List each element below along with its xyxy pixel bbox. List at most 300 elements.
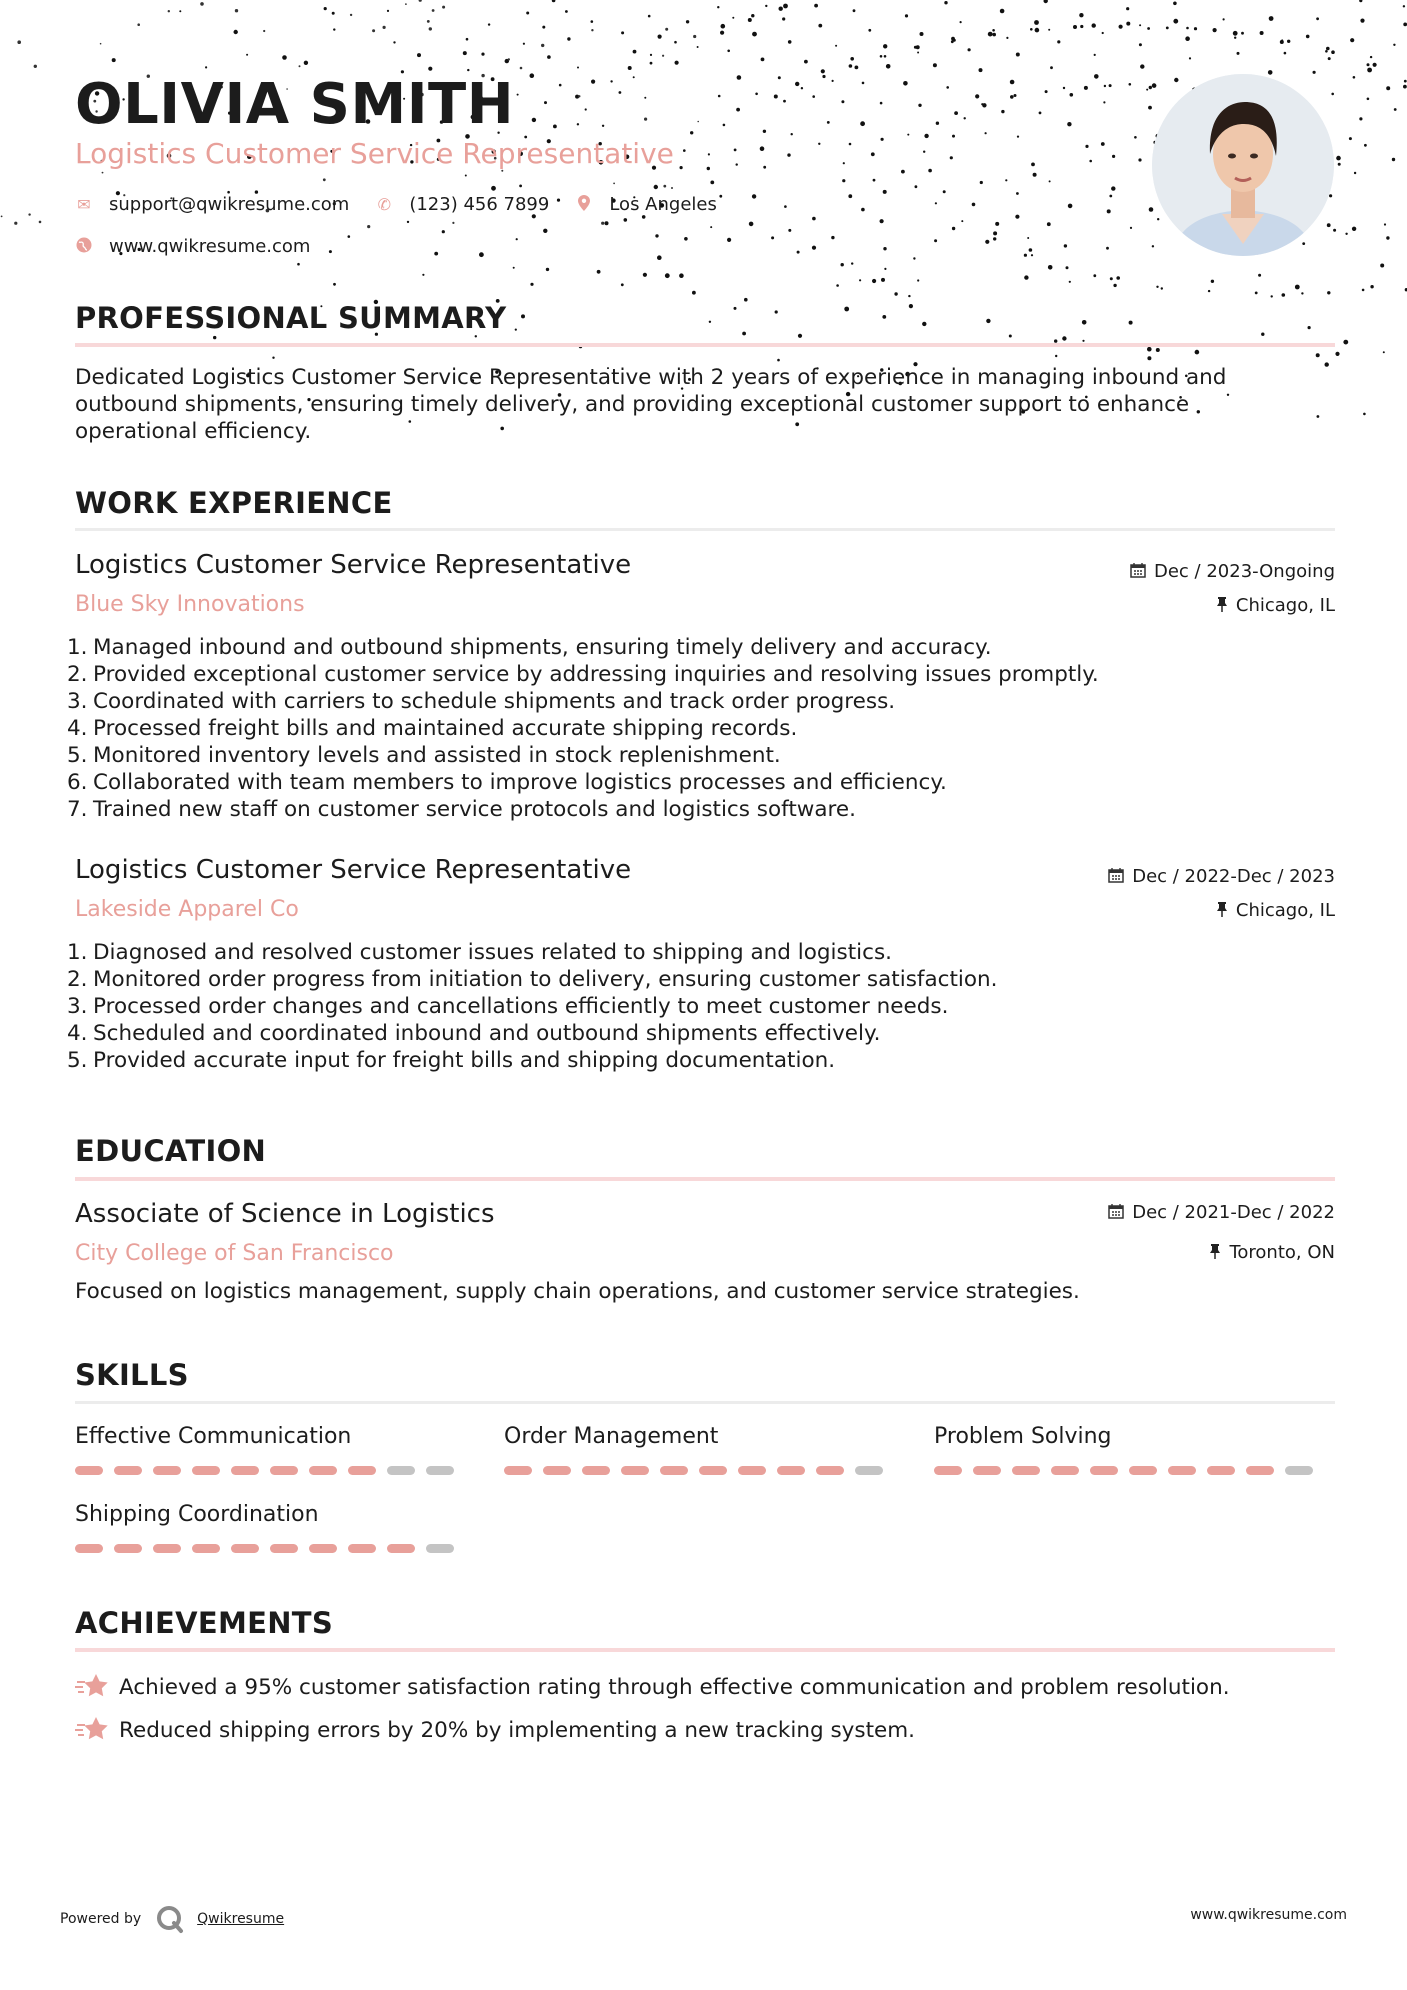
pattern-dot xyxy=(1211,280,1214,283)
pattern-dot xyxy=(39,221,42,224)
education-location xyxy=(1209,1242,1335,1263)
pattern-dot xyxy=(979,68,983,72)
pattern-dot xyxy=(718,95,721,98)
pattern-dot xyxy=(567,37,570,40)
pattern-dot xyxy=(880,102,883,105)
pattern-dot xyxy=(827,121,830,124)
skill-level-bar xyxy=(934,1466,1324,1475)
skill-dash-filled xyxy=(1129,1466,1157,1475)
pattern-dot xyxy=(1213,28,1217,32)
pattern-dot xyxy=(1255,292,1258,295)
pattern-dot xyxy=(1363,413,1366,416)
pattern-dot xyxy=(1014,94,1017,97)
pattern-dot xyxy=(1241,32,1244,35)
pattern-dot xyxy=(835,45,837,47)
pattern-dot xyxy=(674,41,677,44)
pattern-dot xyxy=(1394,108,1397,111)
education-heading: EDUCATION xyxy=(75,1134,267,1168)
pattern-dot xyxy=(1349,137,1352,140)
pattern-dot xyxy=(1093,274,1096,277)
pattern-dot xyxy=(648,15,651,18)
pattern-dot xyxy=(1109,195,1112,198)
pattern-dot xyxy=(924,134,928,138)
email-text: support@qwikresume.com xyxy=(109,194,350,215)
skill-dash-filled xyxy=(973,1466,1001,1475)
pattern-dot xyxy=(1130,227,1132,229)
pattern-dot xyxy=(1069,281,1071,283)
pattern-dot xyxy=(727,50,730,53)
pattern-dot xyxy=(1354,172,1356,174)
skill-level-bar xyxy=(75,1544,465,1553)
qwikresume-link[interactable]: Qwikresume xyxy=(197,1911,285,1927)
list-item: 4. Processed freight bills and maintained accurate shipping records. xyxy=(67,716,798,741)
skills-divider xyxy=(75,1401,1335,1404)
pattern-dot xyxy=(168,10,170,12)
pattern-dot xyxy=(914,46,917,49)
pattern-dot xyxy=(1031,254,1033,256)
pattern-dot xyxy=(542,26,545,29)
pattern-dot xyxy=(324,7,327,10)
pattern-dot xyxy=(1146,89,1148,91)
pattern-dot xyxy=(862,82,865,85)
pattern-dot xyxy=(1166,27,1169,30)
envelope-icon: ✉ xyxy=(77,195,91,214)
pattern-dot xyxy=(849,64,853,68)
pattern-dot xyxy=(821,69,825,73)
contact-website[interactable] xyxy=(75,236,310,257)
contact-email[interactable] xyxy=(75,194,349,215)
skill-dash-filled xyxy=(387,1544,415,1553)
job-1-dates xyxy=(1130,561,1335,582)
pattern-dot xyxy=(727,238,731,242)
pattern-dot xyxy=(1055,355,1057,357)
pattern-dot xyxy=(1016,53,1020,57)
pattern-dot xyxy=(519,185,522,188)
pattern-dot xyxy=(775,310,778,313)
location-text: Los Angeles xyxy=(609,194,717,215)
pattern-dot xyxy=(1345,233,1347,235)
contact-location xyxy=(575,194,717,215)
pattern-dot xyxy=(663,185,666,188)
pattern-dot xyxy=(812,95,815,98)
pattern-dot xyxy=(1317,415,1320,418)
pattern-dot xyxy=(961,220,963,222)
skill-dash-filled xyxy=(348,1544,376,1553)
pattern-dot xyxy=(1404,80,1407,83)
pattern-dot xyxy=(884,55,887,58)
pattern-dot xyxy=(517,94,519,96)
pattern-dot xyxy=(200,2,204,6)
pattern-dot xyxy=(985,240,989,244)
pattern-dot xyxy=(707,167,710,170)
pattern-dot xyxy=(950,156,953,159)
pattern-dot xyxy=(1360,19,1364,23)
pattern-dot xyxy=(1329,194,1332,197)
pattern-dot xyxy=(1116,276,1120,280)
pattern-dot xyxy=(859,279,861,281)
pattern-dot xyxy=(873,179,876,182)
skill-dash-filled xyxy=(231,1544,259,1553)
pattern-dot xyxy=(693,35,696,38)
pattern-dot xyxy=(213,336,216,339)
pattern-dot xyxy=(751,14,754,17)
pattern-dot xyxy=(778,76,781,79)
pattern-dot xyxy=(348,235,351,238)
pattern-dot xyxy=(552,0,556,2)
pattern-dot xyxy=(1084,86,1088,90)
pattern-dot xyxy=(1094,74,1099,79)
pattern-dot xyxy=(1085,145,1088,148)
skill-dash-empty xyxy=(1285,1466,1313,1475)
job-2-dates-text: Dec / 2022-Dec / 2023 xyxy=(1132,866,1335,887)
pattern-dot xyxy=(1373,63,1377,67)
pattern-dot xyxy=(1271,295,1273,297)
pattern-dot xyxy=(1403,85,1407,89)
pattern-dot xyxy=(922,322,926,326)
pattern-dot xyxy=(1149,86,1152,89)
job-1-location xyxy=(1216,595,1335,616)
pattern-dot xyxy=(1258,274,1261,277)
pattern-dot xyxy=(479,252,484,257)
pattern-dot xyxy=(1327,291,1330,294)
list-item: 2. Monitored order progress from initiation to delivery, ensuring customer satisfaction. xyxy=(67,967,998,992)
pattern-dot xyxy=(1403,5,1405,7)
pattern-dot xyxy=(282,55,287,60)
pattern-dot xyxy=(872,279,876,283)
pattern-dot xyxy=(585,108,587,110)
achievement-item xyxy=(75,1715,915,1745)
pattern-dot xyxy=(602,125,604,127)
pattern-dot xyxy=(1062,336,1066,340)
contact-row-2 xyxy=(75,236,336,257)
pattern-dot xyxy=(782,17,785,20)
pattern-dot xyxy=(671,187,673,189)
pattern-dot xyxy=(1104,85,1106,87)
pattern-dot xyxy=(797,251,800,254)
pattern-dot xyxy=(1208,290,1210,292)
pattern-dot xyxy=(1148,106,1152,110)
pattern-dot xyxy=(736,108,740,112)
pattern-dot xyxy=(1268,70,1273,75)
pattern-dot xyxy=(516,238,518,240)
pattern-dot xyxy=(881,278,885,282)
pattern-dot xyxy=(488,23,490,25)
pattern-dot xyxy=(621,283,624,286)
pattern-dot xyxy=(1326,47,1330,51)
pattern-dot xyxy=(272,357,274,359)
pattern-dot xyxy=(812,217,816,221)
achievement-text: Reduced shipping errors by 20% by implementing a new tracking system. xyxy=(119,1717,916,1743)
pattern-dot xyxy=(1281,39,1283,41)
calendar-icon xyxy=(1108,867,1124,887)
skill-name: Problem Solving xyxy=(934,1424,1112,1449)
skill-dash-filled xyxy=(504,1466,532,1475)
pattern-dot xyxy=(523,43,525,45)
pattern-dot xyxy=(463,51,467,55)
pattern-dot xyxy=(848,194,852,198)
pattern-dot xyxy=(553,125,557,129)
skill-dash-filled xyxy=(816,1466,844,1475)
profile-photo xyxy=(1152,74,1334,256)
pattern-dot xyxy=(1359,117,1362,120)
pattern-dot xyxy=(783,4,788,9)
pattern-dot xyxy=(710,226,712,228)
pattern-dot xyxy=(1343,340,1348,345)
pattern-dot xyxy=(783,100,786,103)
pattern-dot xyxy=(610,80,612,82)
pattern-dot xyxy=(601,222,604,225)
skill-dash-filled xyxy=(309,1466,337,1475)
pattern-dot xyxy=(407,221,409,223)
pattern-dot xyxy=(1034,20,1039,25)
job-2-location xyxy=(1216,900,1335,921)
pattern-dot xyxy=(986,319,990,323)
pattern-dot xyxy=(868,29,871,32)
pattern-dot xyxy=(972,203,976,207)
pattern-dot xyxy=(1335,352,1339,356)
pattern-dot xyxy=(903,81,908,86)
pattern-dot xyxy=(923,151,925,153)
pattern-dot xyxy=(578,95,580,97)
skill-item xyxy=(75,1502,455,1527)
pattern-dot xyxy=(1367,63,1370,66)
pattern-dot xyxy=(853,9,856,12)
pattern-dot xyxy=(992,29,995,32)
pattern-dot xyxy=(333,283,336,286)
skill-dash-filled xyxy=(1090,1466,1118,1475)
pattern-dot xyxy=(1156,348,1160,352)
pattern-dot xyxy=(734,149,737,152)
star-icon xyxy=(75,1672,109,1702)
pattern-dot xyxy=(323,178,326,181)
job-1-bullets xyxy=(67,634,1317,823)
pattern-dot xyxy=(577,123,579,125)
pattern-dot xyxy=(633,76,635,78)
pattern-dot xyxy=(654,185,658,189)
pattern-dot xyxy=(1189,57,1191,59)
pattern-dot xyxy=(1005,179,1007,181)
pattern-dot xyxy=(112,58,116,62)
contact-row xyxy=(75,194,743,215)
footer-website[interactable]: www.qwikresume.com xyxy=(1190,1907,1347,1923)
pattern-dot xyxy=(1301,292,1303,294)
pattern-dot xyxy=(1325,362,1329,366)
pattern-dot xyxy=(1106,247,1109,250)
pattern-dot xyxy=(1331,93,1334,96)
pattern-dot xyxy=(915,185,918,188)
pattern-dot xyxy=(842,179,845,182)
skill-dash-filled xyxy=(1168,1466,1196,1475)
pattern-dot xyxy=(988,32,993,37)
pattern-dot xyxy=(665,273,670,278)
pattern-dot xyxy=(1308,326,1311,329)
pattern-dot xyxy=(1370,56,1372,58)
pattern-dot xyxy=(836,284,839,287)
list-item: 1. Managed inbound and outbound shipments, ensuring timely delivery and accuracy. xyxy=(67,635,992,660)
education-degree: Associate of Science in Logistics xyxy=(75,1199,495,1229)
pattern-dot xyxy=(521,314,525,318)
pattern-dot xyxy=(1140,64,1144,68)
pattern-dot xyxy=(1035,28,1040,33)
pattern-dot xyxy=(234,30,238,34)
pattern-dot xyxy=(737,75,742,80)
pattern-dot xyxy=(565,10,568,13)
pattern-dot xyxy=(744,298,748,302)
skill-level-bar xyxy=(75,1466,465,1475)
pattern-dot xyxy=(690,131,693,134)
pattern-dot xyxy=(1094,54,1096,56)
pattern-dot xyxy=(894,292,897,295)
pattern-dot xyxy=(795,82,799,86)
pattern-dot xyxy=(1156,286,1158,288)
pattern-dot xyxy=(1327,223,1331,227)
pattern-dot xyxy=(547,55,551,59)
pattern-dot xyxy=(1113,284,1116,287)
pattern-dot xyxy=(1386,86,1390,90)
pattern-dot xyxy=(709,321,711,323)
pattern-dot xyxy=(546,268,549,271)
pattern-dot xyxy=(943,190,946,193)
pattern-dot xyxy=(1147,356,1151,360)
pattern-dot xyxy=(628,66,632,70)
pattern-dot xyxy=(619,91,622,94)
pattern-dot xyxy=(1149,207,1154,212)
achievements-divider xyxy=(75,1648,1335,1652)
map-pin-icon xyxy=(575,195,593,215)
pattern-dot xyxy=(577,67,579,69)
pattern-dot xyxy=(1393,44,1395,46)
pattern-dot xyxy=(657,255,662,260)
pattern-dot xyxy=(761,58,765,62)
skill-dash-filled xyxy=(192,1544,220,1553)
pattern-dot xyxy=(818,143,820,145)
skill-dash-empty xyxy=(426,1466,454,1475)
pattern-dot xyxy=(100,43,102,45)
pattern-dot xyxy=(771,236,774,239)
pattern-dot xyxy=(907,134,909,136)
pattern-dot xyxy=(788,229,791,232)
pattern-dot xyxy=(1045,90,1048,93)
summary-text: Dedicated Logistics Customer Service Representative with 2 years of experience in managing inbound and outbound shipments, ensuring timely delivery, and providing exceptional customer support to enhance operational efficiency. xyxy=(75,365,1227,444)
pattern-dot xyxy=(913,257,915,259)
pattern-dot xyxy=(917,52,919,54)
pattern-dot xyxy=(934,239,937,242)
pattern-dot xyxy=(1073,25,1077,29)
pattern-dot xyxy=(643,273,647,277)
pattern-dot xyxy=(393,41,395,43)
pattern-dot xyxy=(1233,31,1238,36)
pattern-dot xyxy=(429,27,432,30)
pattern-dot xyxy=(841,263,844,266)
pattern-dot xyxy=(1080,25,1083,28)
summary-divider xyxy=(75,343,1335,347)
skill-dash-filled xyxy=(114,1544,142,1553)
job-1-location-text: Chicago, IL xyxy=(1235,595,1335,616)
pattern-dot xyxy=(1138,158,1141,161)
skill-dash-filled xyxy=(777,1466,805,1475)
pattern-dot xyxy=(720,31,724,35)
pattern-dot xyxy=(1147,347,1152,352)
skill-item xyxy=(934,1424,1314,1449)
pattern-dot xyxy=(432,9,435,12)
pattern-dot xyxy=(179,10,181,12)
skill-dash-filled xyxy=(153,1466,181,1475)
job-2-dates xyxy=(1108,866,1335,887)
pattern-dot xyxy=(748,18,752,22)
skill-dash-filled xyxy=(660,1466,688,1475)
powered-by-label: Powered by xyxy=(60,1911,142,1927)
pattern-dot xyxy=(1195,350,1200,355)
pattern-dot xyxy=(882,315,886,319)
skill-dash-filled xyxy=(231,1466,259,1475)
achievement-item xyxy=(75,1672,1230,1702)
pattern-dot xyxy=(1044,0,1048,3)
pattern-dot xyxy=(513,267,515,269)
pattern-dot xyxy=(1,216,3,218)
pattern-dot xyxy=(710,181,714,185)
pattern-dot xyxy=(760,146,765,151)
pattern-dot xyxy=(1331,50,1335,54)
pattern-dot xyxy=(1403,23,1407,27)
pattern-dot xyxy=(1048,265,1053,270)
pattern-dot xyxy=(749,222,754,227)
pattern-dot xyxy=(763,166,766,169)
pattern-dot xyxy=(591,80,595,84)
pattern-dot xyxy=(1282,293,1286,297)
pattern-dot xyxy=(544,101,547,104)
pattern-dot xyxy=(880,219,884,223)
skill-dash-filled xyxy=(153,1544,181,1553)
pattern-dot xyxy=(1353,76,1356,79)
qwikresume-logo-icon xyxy=(155,1904,185,1934)
pattern-dot xyxy=(777,359,780,362)
skill-item xyxy=(75,1424,455,1449)
pattern-dot xyxy=(442,6,445,9)
pattern-dot xyxy=(1367,68,1372,73)
pattern-dot xyxy=(981,103,983,105)
pattern-dot xyxy=(881,138,884,141)
pattern-dot xyxy=(1010,80,1015,85)
pattern-dot xyxy=(708,153,710,155)
skill-dash-filled xyxy=(348,1466,376,1475)
contact-phone[interactable] xyxy=(375,194,549,215)
pattern-dot xyxy=(613,183,615,185)
pattern-dot xyxy=(995,222,999,226)
work-heading: WORK EXPERIENCE xyxy=(75,486,393,520)
pattern-dot xyxy=(102,172,104,174)
pattern-dot xyxy=(980,181,983,184)
pattern-dot xyxy=(405,3,407,5)
pattern-dot xyxy=(644,97,646,99)
pattern-dot xyxy=(655,234,658,237)
pattern-dot xyxy=(1295,285,1300,290)
pattern-dot xyxy=(1057,40,1060,43)
pattern-dot xyxy=(832,80,834,82)
skill-dash-filled xyxy=(934,1466,962,1475)
list-item: 1. Diagnosed and resolved customer issues related to shipping and logistics. xyxy=(67,940,892,965)
pattern-dot xyxy=(1152,245,1154,247)
skill-dash-filled xyxy=(75,1466,103,1475)
pattern-dot xyxy=(650,62,653,65)
skill-dash-filled xyxy=(270,1466,298,1475)
pattern-dot xyxy=(964,117,966,119)
pattern-dot xyxy=(1384,223,1386,225)
pattern-dot xyxy=(935,202,937,204)
pattern-dot xyxy=(633,50,637,54)
skill-dash-filled xyxy=(114,1466,142,1475)
pattern-dot xyxy=(801,87,803,89)
pattern-dot xyxy=(1009,335,1012,338)
